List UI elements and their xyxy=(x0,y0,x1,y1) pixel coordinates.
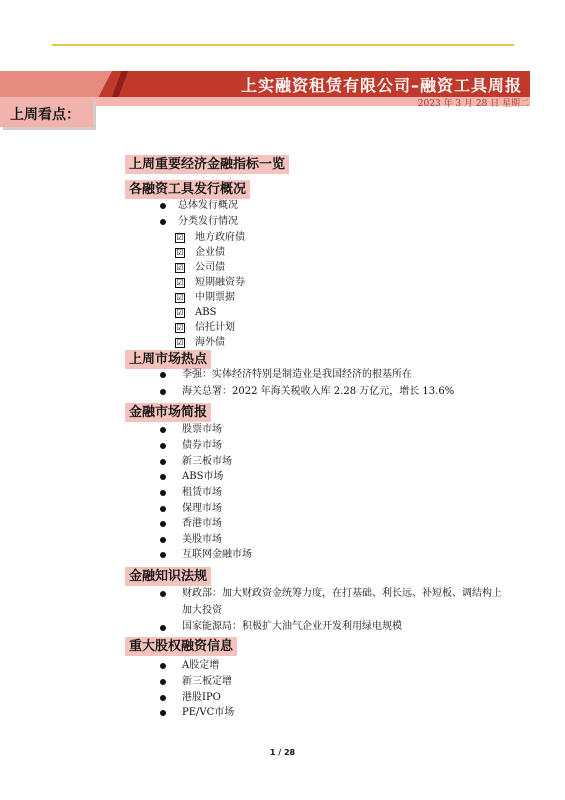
issuance-sub-item[interactable]: 中期票据 xyxy=(195,292,235,303)
checkbox-icon: ☑ xyxy=(176,323,184,332)
issuance-sub-item[interactable]: 企业债 xyxy=(195,247,225,258)
checkbox-icon: ☑ xyxy=(176,278,184,287)
bullet-icon xyxy=(160,591,166,597)
issuance-sub-item[interactable]: 地方政府债 xyxy=(195,232,245,243)
bullet-icon xyxy=(160,427,166,433)
report-title: 上实融资租赁有限公司–融资工具周报 xyxy=(240,76,522,95)
section-issuance-title[interactable]: 各融资工具发行概况 xyxy=(125,180,250,199)
bullet-icon xyxy=(160,625,166,631)
knowledge-item[interactable]: 财政部：加大财政资金统筹力度，在打基础、利长远、补短板、调结构上加大投资 xyxy=(182,588,502,616)
issuance-sub-item[interactable]: 信托计划 xyxy=(195,322,235,333)
issuance-sub-item[interactable]: 公司债 xyxy=(195,262,225,273)
bullet-icon xyxy=(160,521,166,527)
bullet-icon xyxy=(160,537,166,543)
issuance-sub-item[interactable]: ABS xyxy=(195,307,217,318)
market-item[interactable]: 股票市场 xyxy=(182,424,222,435)
issuance-item[interactable]: 分类发行情况 xyxy=(178,216,238,227)
issuance-sub-item[interactable]: 短期融资券 xyxy=(195,277,245,288)
top-divider-line xyxy=(52,44,514,46)
market-item[interactable]: 债券市场 xyxy=(182,440,222,451)
bullet-icon xyxy=(160,443,166,449)
bullet-icon xyxy=(160,459,166,465)
header-banner xyxy=(0,71,530,97)
page-number: 1 / 28 xyxy=(269,748,296,757)
issuance-item[interactable]: 总体发行概况 xyxy=(178,200,238,211)
bullet-icon xyxy=(160,203,166,209)
market-item[interactable]: ABS市场 xyxy=(182,471,224,482)
bullet-icon xyxy=(160,219,166,225)
bullet-icon xyxy=(160,679,166,685)
banner-accent-dark xyxy=(112,71,128,97)
hotspot-item[interactable]: 李强：实体经济特别是制造业是我国经济的根基所在 xyxy=(182,369,412,380)
market-item[interactable]: 美股市场 xyxy=(182,534,222,545)
bullet-icon xyxy=(160,474,166,480)
bullet-icon xyxy=(160,552,166,558)
section-hotspots-title[interactable]: 上周市场热点 xyxy=(125,350,211,369)
equity-item[interactable]: 港股IPO xyxy=(182,692,221,703)
issuance-sub-item[interactable]: 海外债 xyxy=(195,337,225,348)
equity-item[interactable]: PE/VC市场 xyxy=(182,707,235,718)
section-market-title[interactable]: 金融市场简报 xyxy=(125,403,211,422)
section-indicators-title[interactable]: 上周重要经济金融指标一览 xyxy=(125,155,289,174)
knowledge-item[interactable]: 国家能源局：积极扩大油气企业开发利用绿电规模 xyxy=(182,621,402,632)
equity-item[interactable]: 新三板定增 xyxy=(182,676,232,687)
section-knowledge-title[interactable]: 金融知识法规 xyxy=(125,567,211,586)
checkbox-icon: ☑ xyxy=(176,338,184,347)
bullet-icon xyxy=(160,389,166,395)
market-item[interactable]: 租赁市场 xyxy=(182,487,222,498)
banner-accent-light xyxy=(0,71,112,97)
bullet-icon xyxy=(160,663,166,669)
equity-item[interactable]: A股定增 xyxy=(182,660,220,671)
hotspot-item[interactable]: 海关总署：2022 年海关税收入库 2.28 万亿元，增长 13.6% xyxy=(182,386,455,397)
bullet-icon xyxy=(160,695,166,701)
checkbox-icon: ☑ xyxy=(176,248,184,257)
bullet-icon xyxy=(160,710,166,716)
bullet-icon xyxy=(160,490,166,496)
market-item[interactable]: 互联网金融市场 xyxy=(182,549,252,560)
market-item[interactable]: 保理市场 xyxy=(182,503,222,514)
checkbox-icon: ☑ xyxy=(176,233,184,242)
market-item[interactable]: 香港市场 xyxy=(182,518,222,529)
checkbox-icon: ☑ xyxy=(176,263,184,272)
checkbox-icon: ☑ xyxy=(176,308,184,317)
market-item[interactable]: 新三板市场 xyxy=(182,456,232,467)
report-date: 2023 年 3 月 28 日 星期二 xyxy=(417,99,529,109)
bullet-icon xyxy=(160,372,166,378)
checkbox-icon: ☑ xyxy=(176,293,184,302)
bullet-icon xyxy=(160,506,166,512)
section-equity-title[interactable]: 重大股权融资信息 xyxy=(125,637,237,656)
week-label: 上周看点： xyxy=(10,107,80,123)
